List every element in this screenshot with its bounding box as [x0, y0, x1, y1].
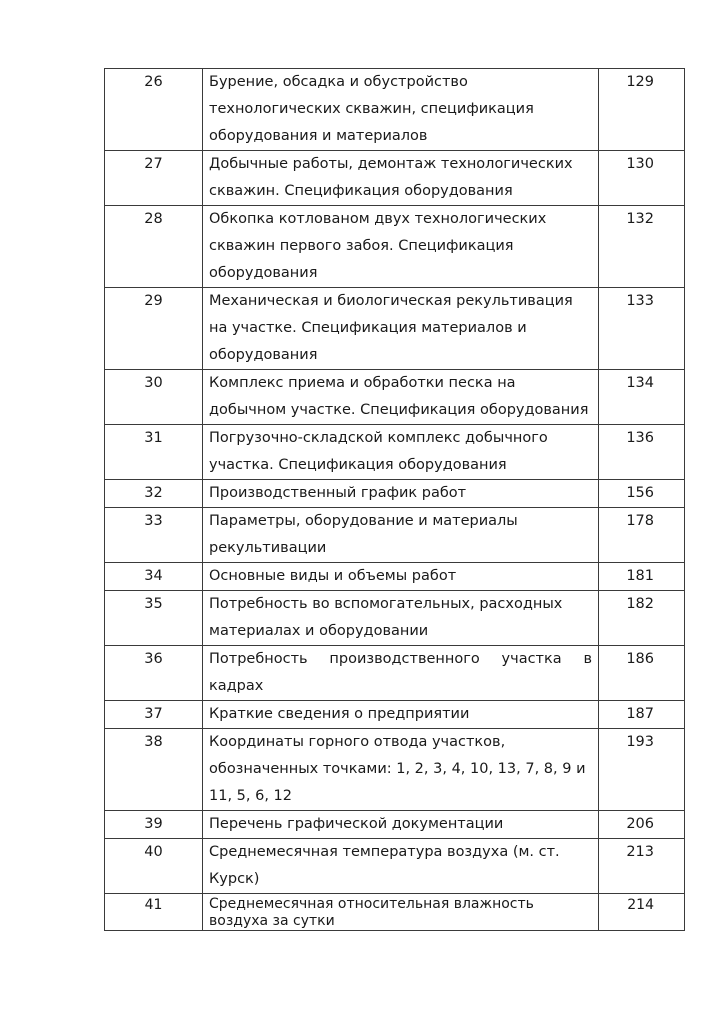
table-row [105, 729, 685, 811]
row-page-number: 193 [599, 729, 685, 811]
row-title: Погрузочно-складской комплекс добычного участка. Спецификация оборудования [203, 425, 599, 480]
row-title: Координаты горного отвода участков, обозначенных точками: 1, 2, 3, 4, 10, 13, 7, 8, 9 и 11, 5, 6, 12 [203, 729, 599, 811]
row-number: 31 [105, 425, 203, 480]
row-page-number: 182 [599, 591, 685, 646]
row-title: Параметры, оборудование и материалы рекультивации [203, 508, 599, 563]
row-title: Основные виды и объемы работ [203, 563, 599, 591]
row-number: 27 [105, 151, 203, 206]
row-number: 32 [105, 480, 203, 508]
row-page-number: 186 [599, 646, 685, 701]
row-page-number: 134 [599, 370, 685, 425]
table-row [105, 370, 685, 425]
row-title: Бурение, обсадка и обустройство технологических скважин, спецификация оборудования и материалов [203, 69, 599, 151]
row-title-line-2: кадрах [209, 678, 264, 694]
row-number: 36 [105, 646, 203, 701]
row-title: Среднемесячная относительная влажность воздуха за сутки [203, 894, 599, 931]
row-page-number: 214 [599, 894, 685, 931]
row-number: 28 [105, 206, 203, 288]
table-row [105, 563, 685, 591]
row-page-number: 129 [599, 69, 685, 151]
row-title-line-1: Потребность производственного участка в [209, 651, 592, 667]
row-number: 37 [105, 701, 203, 729]
row-page-number: 181 [599, 563, 685, 591]
row-number: 38 [105, 729, 203, 811]
row-number: 26 [105, 69, 203, 151]
row-page-number: 132 [599, 206, 685, 288]
table-row [105, 480, 685, 508]
row-number: 34 [105, 563, 203, 591]
row-page-number: 213 [599, 839, 685, 894]
row-page-number: 136 [599, 425, 685, 480]
table-row [105, 591, 685, 646]
table-row [105, 425, 685, 480]
table-row [105, 288, 685, 370]
row-number: 29 [105, 288, 203, 370]
table-row [105, 811, 685, 839]
row-number: 40 [105, 839, 203, 894]
row-title: Краткие сведения о предприятии [203, 701, 599, 729]
row-page-number: 178 [599, 508, 685, 563]
row-number: 41 [105, 894, 203, 931]
row-title: Обкопка котлованом двух технологических скважин первого забоя. Спецификация оборудования [203, 206, 599, 288]
row-title: Среднемесячная температура воздуха (м. ст. Курск) [203, 839, 599, 894]
row-title: Комплекс приема и обработки песка на добычном участке. Спецификация оборудования [203, 370, 599, 425]
table-row [105, 69, 685, 151]
row-title: Добычные работы, демонтаж технологических скважин. Спецификация оборудования [203, 151, 599, 206]
row-number: 33 [105, 508, 203, 563]
row-page-number: 130 [599, 151, 685, 206]
row-page-number: 156 [599, 480, 685, 508]
row-title: Перечень графической документации [203, 811, 599, 839]
contents-table [104, 68, 685, 931]
row-number: 35 [105, 591, 203, 646]
row-page-number: 206 [599, 811, 685, 839]
row-number: 30 [105, 370, 203, 425]
table-row [105, 839, 685, 894]
table-row [105, 508, 685, 563]
table-row [105, 206, 685, 288]
row-title: Производственный график работ [203, 480, 599, 508]
table-row [105, 701, 685, 729]
row-page-number: 187 [599, 701, 685, 729]
table-row [105, 151, 685, 206]
row-number: 39 [105, 811, 203, 839]
row-page-number: 133 [599, 288, 685, 370]
table-row [105, 646, 685, 701]
table-row [105, 894, 685, 931]
row-title: Механическая и биологическая рекультивация на участке. Спецификация материалов и оборудования [203, 288, 599, 370]
row-title [203, 646, 599, 701]
row-title: Потребность во вспомогательных, расходных материалах и оборудовании [203, 591, 599, 646]
